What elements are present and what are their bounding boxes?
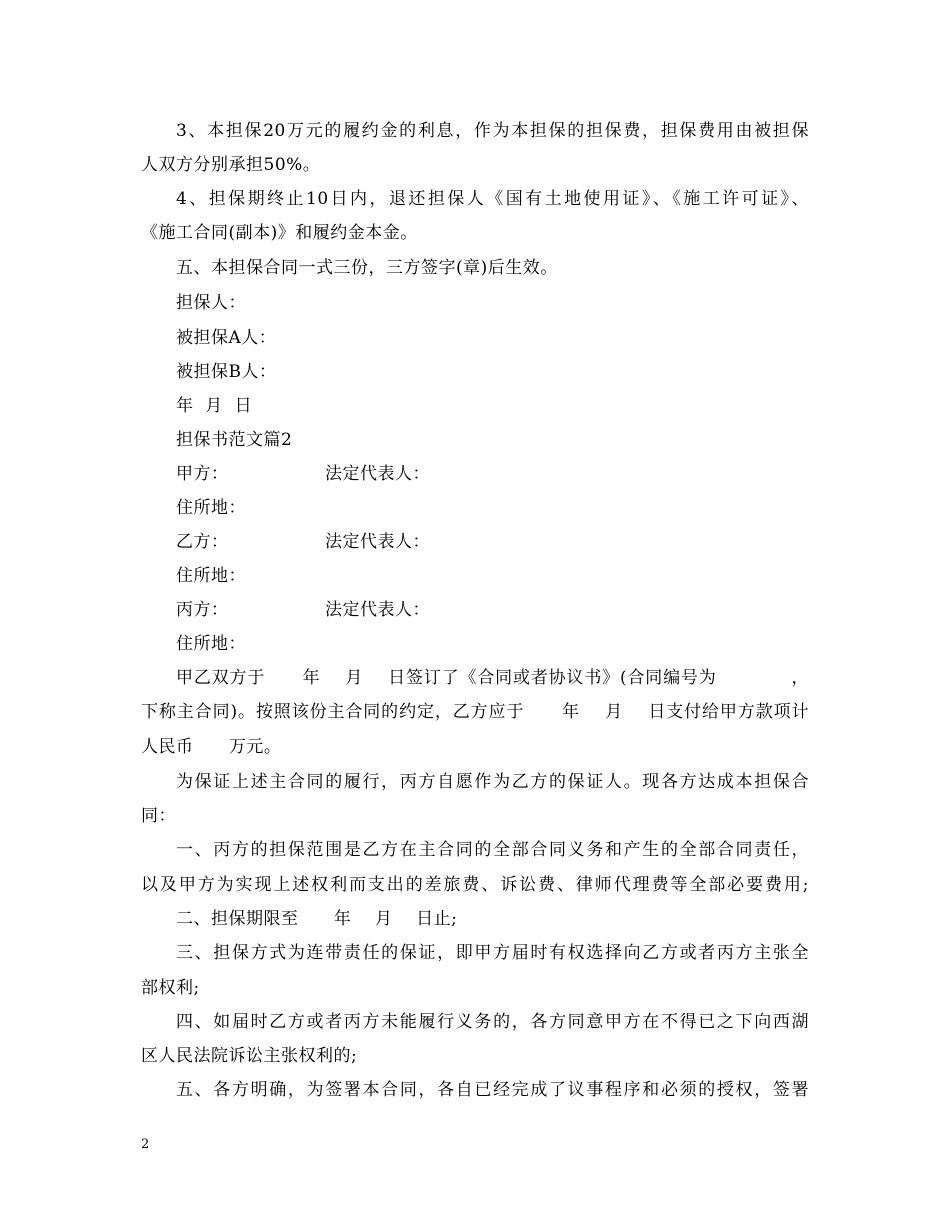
paragraph-line: 一、丙方的担保范围是乙方在主合同的全部合同义务和产生的全部合同责任， (176, 840, 809, 860)
paragraph-line: 4、担保期终止10日内，退还担保人《国有土地使用证》、《施工许可证》、 (176, 189, 809, 209)
paragraph-line: 四、如届时乙方或者丙方未能履行义务的，各方同意甲方在不得已之下向西湖 (176, 1012, 809, 1032)
party-c-address-label: 住所地： (176, 634, 246, 654)
paragraph-line: 以及甲方为实现上述权利而支出的差旅费、诉讼费、律师代理费等全部必要费用; (141, 875, 809, 895)
signature-guaranteed-a: 被担保A人： (176, 328, 277, 348)
paragraph-line: 三、担保方式为连带责任的保证，即甲方届时有权选择向乙方或者丙方主张全 (176, 943, 809, 963)
page-number: 2 (141, 1137, 150, 1152)
paragraph-line: 二、担保期限至 年 月 日止; (176, 909, 458, 929)
signature-date: 年 月 日 (176, 396, 253, 416)
paragraph-line: 下称主合同)。按照该份主合同的约定，乙方应于 年 月 日支付给甲方款项计 (141, 702, 809, 722)
paragraph-line: 甲乙双方于 年 月 日签订了《合同或者协议书》(合同编号为 ， (176, 668, 809, 688)
paragraph-line: 区人民法院诉讼主张权利的; (141, 1046, 358, 1066)
party-b-address-label: 住所地： (176, 566, 246, 586)
signature-guarantor: 担保人： (176, 293, 246, 313)
section-heading: 担保书范文篇2 (176, 430, 293, 450)
signature-guaranteed-b: 被担保B人： (176, 362, 277, 382)
paragraph-line: 五、本担保合同一式三份，三方签字(章)后生效。 (176, 258, 558, 278)
paragraph-line: 《施工合同(副本)》和履约金本金。 (141, 223, 418, 243)
party-a-address-label: 住所地： (176, 498, 246, 518)
party-b-label: 乙方： (176, 532, 229, 552)
paragraph-line: 为保证上述主合同的履行，丙方自愿作为乙方的保证人。现各方达成本担保合 (176, 772, 809, 792)
party-c-representative-label: 法定代表人： (325, 600, 430, 620)
paragraph-line: 同： (141, 806, 176, 826)
party-b-representative-label: 法定代表人： (325, 532, 430, 552)
party-a-label: 甲方： (176, 464, 229, 484)
party-a-representative-label: 法定代表人： (325, 464, 430, 484)
paragraph-line: 人民币 万元。 (141, 737, 282, 757)
party-c-label: 丙方： (176, 600, 229, 620)
paragraph-line: 人双方分别承担50%。 (141, 155, 321, 175)
paragraph-line: 3、本担保20万元的履约金的利息，作为本担保的担保费，担保费用由被担保 (176, 121, 809, 141)
paragraph-line: 部权利; (141, 978, 200, 998)
paragraph-line: 五、各方明确，为签署本合同，各自已经完成了议事程序和必须的授权，签署 (176, 1080, 809, 1100)
